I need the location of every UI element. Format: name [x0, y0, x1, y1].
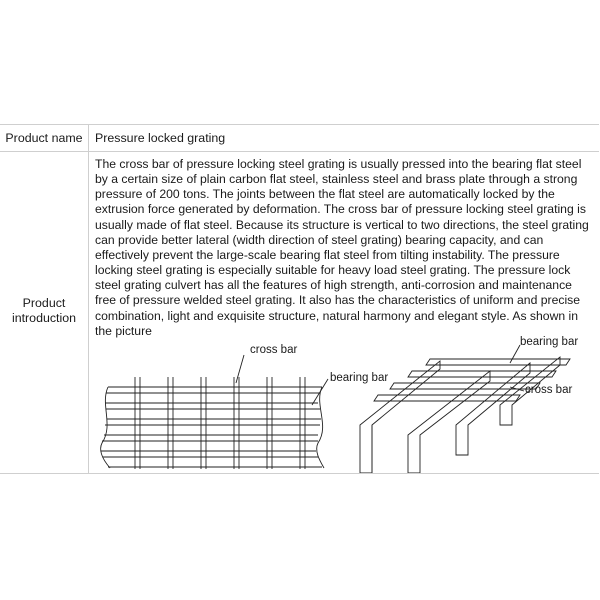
- product-name-label: Product name: [5, 131, 83, 145]
- right-grating-drawing: [360, 345, 573, 473]
- left-cross-bar-label: cross bar: [250, 344, 298, 356]
- product-name-value: Pressure locked grating: [95, 131, 226, 145]
- product-introduction-label-line2: introduction: [11, 311, 77, 325]
- product-introduction-label-line1: Product: [22, 296, 66, 310]
- right-bearing-bar-label: bearing bar: [520, 336, 579, 348]
- left-grating-drawing: [101, 355, 328, 469]
- product-introduction-text: The cross bar of pressure locking steel grating is usually pressed into the bearing flat steel by a certain size of plain carbon flat steel, stainless steel and brass plate through a strong pressure of 200 tons. The joints between the flat steel are automatically locked by the extrusion force generated by deformation. The cross bar of pressure locking steel grating is usually made of flat steel. Because its structure is vertical to two directions, the steel grating can provide better lateral (width direction of steel grating) bearing capacity, and can effectively prevent the large-scale bearing flat steel from tilting instability. The pressure locking steel grating is especially suitable for heavy load steel grating. The pressure lock steel grating culvert has all the features of high strength, anti-corrosion and maintenance free of pressure welded steel grating. It also has the characteristics of uniform and precise combination, light and exquisite structure, natural harmony and elegant style. As shown in the picture: [95, 157, 589, 338]
- product-table: [0, 124, 599, 474]
- right-cross-bar-label: cross bar: [525, 384, 573, 396]
- left-bearing-bar-label: bearing bar: [330, 372, 389, 384]
- grating-diagram: [0, 125, 599, 473]
